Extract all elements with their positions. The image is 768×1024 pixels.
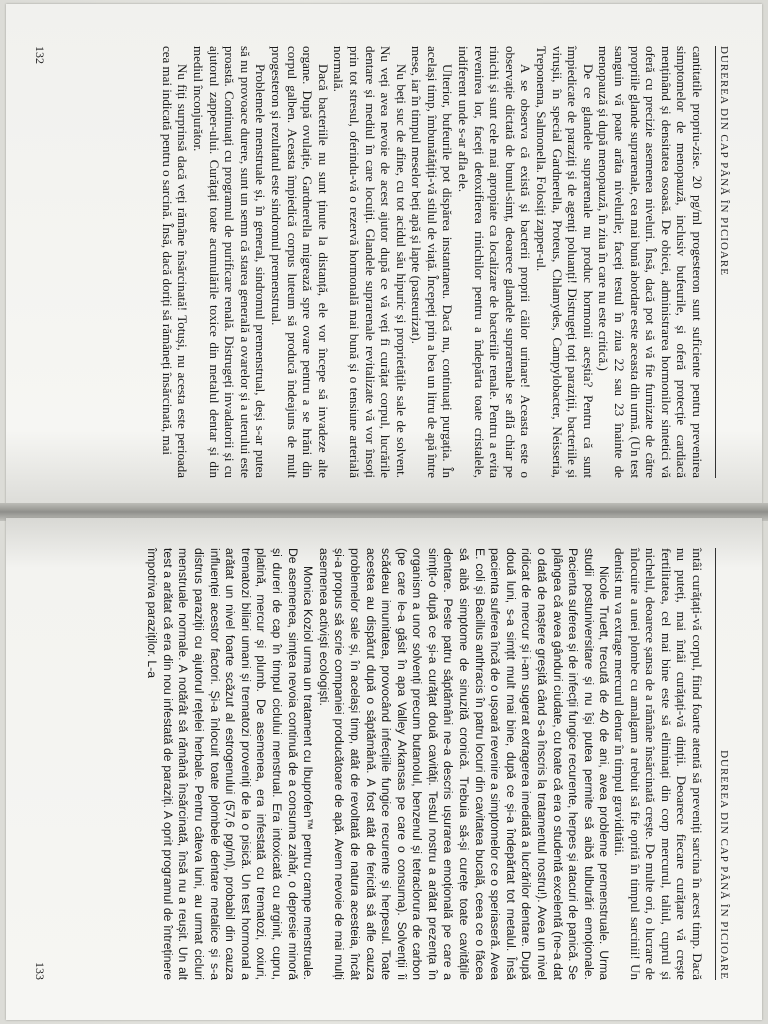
right-paragraph-1: întâi curățați-vă corpul, fiind foarte atentă să preveniți sarcina în acest timp. Dacă nu puteți, mai întâi curățați-vă dinții. Deoarece fiecare curățare vă crește fertilitatea, cel mai bine este să eliminați din corp mercurul, taliul, cuprul și nichelul, deoarece șansa de a rămâne însărcinată crește. De multe ori, o lucrare de înlocuire a unei plombe cu amalgam a trebuit să fie oprită în timpul sarcinii! Un dentist nu va extrage mercurul dentar în timpul graviditătii. — [612, 548, 705, 980]
right-paragraph-2: Nicole Truett, trecută de 40 de ani, avea probleme premenstruale. Urma studii postuniversitare și nu își putea permite să aibă tulburări emoționale. Pacienta suferea și de infecții fungice recurente, herpes și atacuri de panică. Se plângea că avea gânduri ciudate, cu toate că era o studentă excelentă (ne-a dat o dată de naștere greșită când s-a înscris la tratamentul nostru!). Avea un nivel ridicat de mercur și i-am sugerat extragerea imediată a lucrărilor dentare. După două luni, s-a simțit mult mai bine, după ce și-a îndepărtat tot metalul. Însă pacienta suferea încă de o ușoară revenire a simptomelor ce o speriaseră. Avea E. coli și Bacillus anthracis în patru locuri din cavitatea bucală, ceea ce o făcea să aibă simptome de sinuzită cronică. Trebuia să-și curețe toate cavitățile dentare. Peste patru săptămâni ne-a descris ușurarea emoțională pe care a simțit-o după ce și-a curățat două cavități. Testul nostru a arătat prezența în organism a unor solvenți precum butanolul, benzenul și tetraclorura de carbon (pe care le-a găsit în apa Valley Arkansas pe care o consuma). Solvenții îi scădeau imunitatea, provocând infecțiile fungice recurente și herpesul. Toate acestea au dispărut după o săptămână. A fost atât de fericită să afle cauza problemelor sale și, în același timp, atât de revoltată de natura acesteia, încât și-a propus să scrie companiei producătoare de apă. Avem nevoie de mai mulți asemenea activiști ecologiști. — [316, 548, 612, 981]
left-page — [6, 4, 762, 506]
left-paragraph-2: De ce glandele suprarenale nu produc hormonii aceștia? Pentru că sunt împiedicate de paraziți și de agenți poluanți! Distrugeți toți paraziții, bacteriile și virușii, în special Gardnerella, Proteus, Chlamydes, Campylobacter, Neisseria, Treponema, Salmonella. Folosiți zapper-ul. — [534, 46, 596, 478]
right-page-number: 133 — [33, 962, 47, 980]
right-page-body — [144, 548, 705, 980]
left-paragraph-6: Dacă bacteriile nu sunt ținute la distanță, ele vor începe să invadeze alte organe. După ovulație, Gardnerella migrează spre ovare pentru a se hrăni din corpul galben. Aceasta împiedică corpus luteum să producă îndeajuns de mult progesteron și rezultatul este sindromul premenstrual. — [268, 46, 331, 478]
left-page-number: 132 — [33, 46, 47, 64]
left-paragraph-5: Nu beți suc de afine, cu tot acidul său hipuric și proprietățile sale de solvent. Nu veți avea nevoie de acest ajutor după ce vă veți fi curățat corpul, lucrările dentare și mediul în care locuiți. Glandele suprarenale revitalizate vă vor însoți prin tot stresul, oferindu-vă o rezervă hormonală mai bună și o tensiune arterială normală. — [331, 46, 409, 478]
left-paragraph-1: cantitatile propriu-zise. 20 pg/ml progesteron sunt suficiente pentru prevenirea simptomelor de menopauză, inclusiv bufeurile, și oferă protecție cardiacă menținând și densitatea osoasă. De obicei, administrarea hormonilor sintetici vă oferă cu precizie asemenea niveluri. Însă, dacă pot să vă fie furnizate de către propriile glande suprarenale, cea mai bună abordare este aceasta din urmă. (Un test sanguin vă poate arăta nivelurile; faceți testul în ziua 22 sau 23 înainte de menopauză și după menopauză, în ziua în care nu este critică.) — [596, 46, 705, 478]
left-paragraph-3: A se observa că există și bacterii proprii căilor urinare! Aceasta este o observație dictată de bunul-simț, deoarece glandele suprarenale se află chiar pe rinichi și sunt cele mai apropiate ca localizare de bacteriile renale. Pentru a evita revenirea lor, faceți detoxifierea rinichilor pentru a îndepărta toate cristalele, indiferent unde s-ar afla ele. — [456, 46, 534, 478]
left-running-head: DUREREA DIN CAP PÂNĂ ÎN PICIOARE — [715, 46, 730, 478]
right-running-head: DUREREA DIN CAP PÂNĂ ÎN PICIOARE — [715, 548, 730, 980]
left-paragraph-8: Nu fiți surprinsă dacă veți rămâne însărcinată! Totuși, nu acesta este perioada cea mai indicată pentru o sarcină. Însă, dacă doriți să rămâneți însărcinată, mai — [159, 46, 191, 478]
right-page — [6, 518, 762, 1020]
right-paragraph-3: Monica Koziol urma un tratament cu Ibuprofen™ pentru crampe menstruale. De asemenea, simțea nevoia continuă de a consuma zahăr, o depresie minoră și dureri de cap în timpul ciclului menstrual. Era intoxicată cu arginit, cupru, platină, mercur și plumb. De asemenea, era infestată cu trematozi, oxiuri, trematozi biliari umani și trematozi proveniți de la o pisică. Un test hormonal a arătat un nivel foarte scăzut al estrogenului (57,6 pg/ml), probabil din cauza influenței acestor factori. Și-a înlocuit toate plombele dentare metalice și s-a distrus paraziții cu ajutorul rețelei herbale. Pentru câteva luni, au urmat cicluri menstruale normale. A notărât să rămână însărcinată, însă nu a reușit. Un alt test a arătat că era din nou infestată de paraziți. A oprit programul de întreținere împotriva paraziților. L-a — [145, 548, 316, 980]
left-paragraph-7: Problemele menstruale și, în general, sindromul premenstrual, deși s-ar putea să nu provoace durere, sunt un semn că starea generală a ovarelor și a uterului este proastă. Continuați cu programul de purificare renală. Distrugeți invadatorii și cu ajutorul zapper-ului. Curățați toate acumulările toxice din metalul dentar și din mediul înconjurător. — [191, 46, 269, 478]
left-paragraph-4: Ulterior, bufeurile pot dispărea instantaneu. Dacă nu, continuați purgația. În același timp, îmbunătățiți-vă stilul de viață. Începeți prin a bea un litru de apă între mese, iar în timpul meselor beți apă și lapte (pasteurizat). — [409, 46, 456, 478]
left-page-body — [159, 46, 705, 478]
